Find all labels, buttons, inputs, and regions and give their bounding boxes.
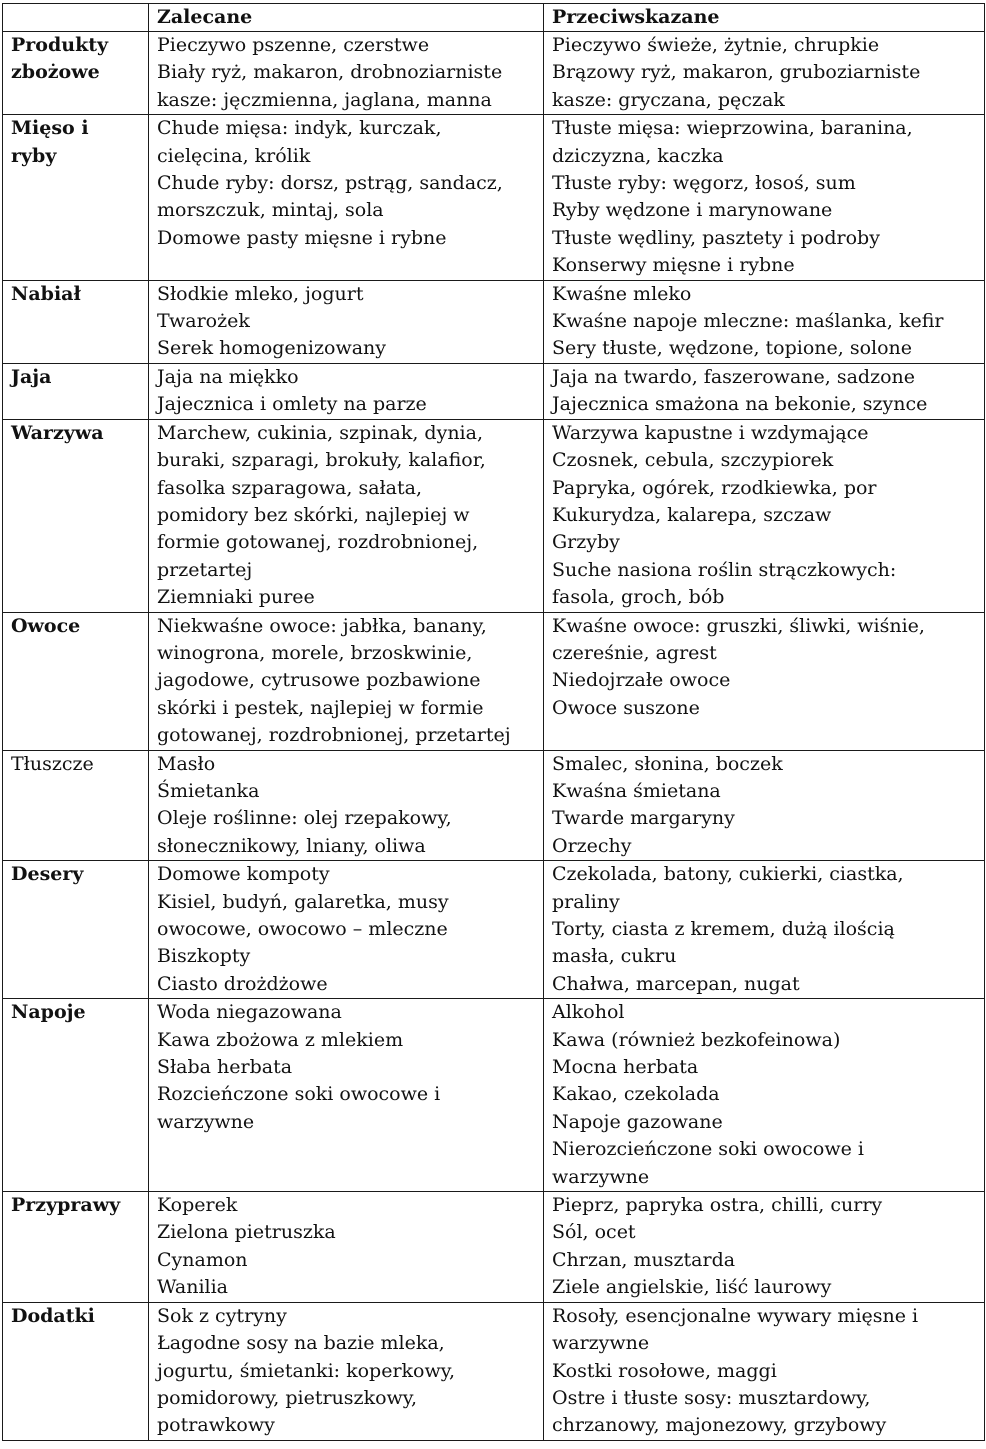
recommended-item: morszczuk, mintaj, sola	[157, 199, 384, 222]
contraindicated-item: masła, cukru	[552, 945, 677, 968]
recommended-item: Marchew, cukinia, szpinak, dynia,	[157, 421, 483, 444]
contraindicated-cell	[544, 750, 985, 861]
recommended-item: formie gotowanej, rozdrobnionej,	[157, 531, 479, 554]
contraindicated-item: Papryka, ogórek, rzodkiewka, por	[552, 476, 877, 499]
contraindicated-item: Pieczywo świeże, żytnie, chrupkie	[552, 34, 880, 56]
contraindicated-cell	[544, 861, 985, 999]
category-label: Warzywa	[11, 421, 104, 444]
recommended-item: owocowe, owocowo – mleczne	[157, 918, 448, 940]
contraindicated-item: Warzywa kapustne i wzdymające	[552, 421, 869, 444]
contraindicated-cell	[544, 1192, 985, 1303]
category-label: Jaja	[11, 365, 52, 388]
recommended-item: jagodowe, cytrusowe pozbawione	[157, 669, 481, 692]
header-recommended: Zalecane	[149, 4, 544, 32]
table-row	[3, 419, 985, 612]
recommended-item: Kisiel, budyń, galaretka, musy	[157, 890, 449, 913]
category-label: zbożowe	[11, 61, 100, 84]
header-contraindicated: Przeciwskazane	[544, 4, 985, 32]
recommended-item: Pieczywo pszenne, czerstwe	[157, 34, 430, 56]
recommended-item: fasolka szparagowa, sałata,	[157, 476, 423, 499]
table-row	[3, 999, 985, 1192]
recommended-item: Biały ryż, makaron, drobnoziarniste	[157, 61, 503, 84]
contraindicated-item: Kwaśne mleko	[552, 282, 692, 305]
recommended-item: Niekwaśne owoce: jabłka, banany,	[157, 614, 487, 637]
contraindicated-item: Sól, ocet	[552, 1221, 636, 1244]
diet-table	[2, 3, 985, 1441]
contraindicated-item: Ostre i tłuste sosy: musztardowy,	[552, 1386, 871, 1409]
contraindicated-item: Kwaśne napoje mleczne: maślanka, kefir	[552, 310, 944, 333]
category-label: Desery	[11, 863, 84, 886]
table-row	[3, 363, 985, 419]
recommended-item: Biszkopty	[157, 945, 251, 968]
table-row	[3, 280, 985, 363]
category-cell	[3, 280, 149, 363]
table-row	[3, 32, 985, 115]
recommended-item: Łagodne sosy na bazie mleka,	[157, 1332, 445, 1355]
contraindicated-item: Grzyby	[552, 531, 620, 554]
recommended-item: Jajecznica i omlety na parze	[157, 393, 427, 416]
contraindicated-item: Smalec, słonina, boczek	[552, 752, 783, 775]
recommended-item: słonecznikowy, lniany, oliwa	[157, 834, 426, 857]
category-cell	[3, 999, 149, 1192]
category-cell	[3, 750, 149, 861]
category-label: Owoce	[11, 614, 81, 637]
recommended-item: jogurtu, śmietanki: koperkowy,	[157, 1359, 455, 1382]
contraindicated-item: praliny	[552, 890, 620, 913]
table-row	[3, 1302, 985, 1440]
category-label: Mięso i	[11, 117, 89, 140]
contraindicated-item: Konserwy mięsne i rybne	[552, 254, 795, 277]
contraindicated-item: Kwaśna śmietana	[552, 779, 721, 802]
recommended-item: Chude ryby: dorsz, pstrąg, sandacz,	[157, 172, 503, 195]
table-body	[3, 32, 985, 1441]
contraindicated-item: Brązowy ryż, makaron, gruboziarniste	[552, 61, 921, 84]
recommended-item: Rozcieńczone soki owocowe i	[157, 1083, 441, 1106]
category-label: Nabiał	[11, 282, 81, 305]
contraindicated-item: Ziele angielskie, liść laurowy	[552, 1276, 832, 1299]
recommended-item: Śmietanka	[157, 779, 260, 802]
contraindicated-item: chrzanowy, majonezowy, grzybowy	[552, 1414, 887, 1437]
recommended-cell	[149, 750, 544, 861]
recommended-item: Jaja na miękko	[157, 365, 299, 388]
contraindicated-item: Chrzan, musztarda	[552, 1248, 736, 1271]
contraindicated-item: Kwaśne owoce: gruszki, śliwki, wiśnie,	[552, 614, 925, 637]
contraindicated-item: Alkohol	[552, 1001, 625, 1024]
recommended-item: Sok z cytryny	[157, 1304, 287, 1327]
contraindicated-item: kasze: gryczana, pęczak	[552, 88, 785, 111]
category-cell	[3, 115, 149, 280]
header-row	[3, 4, 985, 32]
contraindicated-item: Jajecznica smażona na bekonie, szynce	[552, 393, 928, 416]
contraindicated-item: Torty, ciasta z kremem, dużą ilością	[552, 918, 895, 940]
recommended-cell	[149, 861, 544, 999]
contraindicated-item: Niedojrzałe owoce	[552, 669, 731, 692]
contraindicated-cell	[544, 999, 985, 1192]
recommended-item: Serek homogenizowany	[157, 337, 387, 360]
recommended-item: Kawa zbożowa z mlekiem	[157, 1028, 404, 1051]
category-cell	[3, 32, 149, 115]
contraindicated-item: Czekolada, batony, cukierki, ciastka,	[552, 863, 904, 886]
category-label: Tłuszcze	[11, 752, 94, 775]
category-cell	[3, 363, 149, 419]
contraindicated-item: Suche nasiona roślin strączkowych:	[552, 558, 897, 581]
recommended-item: pomidorowy, pietruszkowy,	[157, 1386, 418, 1409]
contraindicated-item: Jaja na twardo, faszerowane, sadzone	[552, 365, 916, 388]
contraindicated-item: fasola, groch, bób	[552, 586, 725, 609]
recommended-cell	[149, 32, 544, 115]
contraindicated-item: Tłuste wędliny, pasztety i podroby	[552, 226, 880, 249]
recommended-item: przetartej	[157, 558, 253, 581]
contraindicated-item: Rosoły, esencjonalne wywary mięsne i	[552, 1304, 919, 1327]
contraindicated-item: Kakao, czekolada	[552, 1083, 720, 1106]
category-label: Napoje	[11, 1001, 86, 1024]
contraindicated-item: Nierozcieńczone soki owocowe i	[552, 1138, 864, 1161]
contraindicated-item: Orzechy	[552, 834, 632, 857]
recommended-cell	[149, 280, 544, 363]
contraindicated-item: Kawa (również bezkofeinowa)	[552, 1028, 841, 1051]
recommended-item: pomidory bez skórki, najlepiej w	[157, 503, 470, 526]
category-cell	[3, 1192, 149, 1303]
contraindicated-cell	[544, 1302, 985, 1440]
recommended-item: Ciasto drożdżowe	[157, 972, 328, 995]
recommended-item: Twarożek	[157, 310, 250, 333]
contraindicated-cell	[544, 419, 985, 612]
category-label: Dodatki	[11, 1304, 95, 1327]
contraindicated-item: Tłuste ryby: węgorz, łosoś, sum	[552, 172, 856, 195]
table-row	[3, 1192, 985, 1303]
recommended-item: skórki i pestek, najlepiej w formie	[157, 696, 484, 719]
recommended-item: Oleje roślinne: olej rzepakowy,	[157, 807, 452, 830]
table-row	[3, 115, 985, 280]
category-label: Produkty	[11, 34, 109, 56]
contraindicated-item: warzywne	[552, 1332, 650, 1355]
recommended-item: Wanilia	[157, 1276, 228, 1299]
recommended-cell	[149, 999, 544, 1192]
recommended-item: Słodkie mleko, jogurt	[157, 282, 364, 305]
recommended-item: Masło	[157, 752, 216, 775]
contraindicated-item: Tłuste mięsa: wieprzowina, baranina,	[552, 117, 913, 140]
category-cell	[3, 612, 149, 750]
contraindicated-item: Chałwa, marcepan, nugat	[552, 972, 800, 995]
recommended-cell	[149, 363, 544, 419]
recommended-item: warzywne	[157, 1110, 255, 1133]
category-cell	[3, 419, 149, 612]
contraindicated-item: Mocna herbata	[552, 1056, 699, 1079]
recommended-cell	[149, 419, 544, 612]
recommended-item: winogrona, morele, brzoskwinie,	[157, 641, 473, 664]
recommended-item: cielęcina, królik	[157, 144, 311, 167]
recommended-item: Cynamon	[157, 1248, 248, 1271]
recommended-cell	[149, 115, 544, 280]
contraindicated-item: Kostki rosołowe, maggi	[552, 1359, 777, 1382]
recommended-item: Domowe pasty mięsne i rybne	[157, 226, 447, 249]
recommended-item: Słaba herbata	[157, 1056, 293, 1079]
recommended-item: Koperek	[157, 1194, 238, 1217]
contraindicated-item: Kukurydza, kalarepa, szczaw	[552, 503, 832, 526]
table-row	[3, 750, 985, 861]
recommended-item: Domowe kompoty	[157, 863, 330, 886]
recommended-item: potrawkowy	[157, 1414, 275, 1437]
category-label: ryby	[11, 144, 57, 167]
contraindicated-item: Sery tłuste, wędzone, topione, solone	[552, 337, 913, 360]
contraindicated-cell	[544, 280, 985, 363]
recommended-item: Zielona pietruszka	[157, 1221, 336, 1244]
recommended-item: Woda niegazowana	[157, 1001, 342, 1024]
category-cell	[3, 1302, 149, 1440]
recommended-item: buraki, szparagi, brokuły, kalafior,	[157, 449, 486, 472]
contraindicated-item: dziczyzna, kaczka	[552, 144, 724, 167]
contraindicated-item: Pieprz, papryka ostra, chilli, curry	[552, 1194, 883, 1217]
category-label: Przyprawy	[11, 1194, 121, 1217]
recommended-item: Ziemniaki puree	[157, 586, 315, 609]
contraindicated-item: czereśnie, agrest	[552, 641, 717, 664]
recommended-item: Chude mięsa: indyk, kurczak,	[157, 117, 442, 140]
contraindicated-item: Ryby wędzone i marynowane	[552, 199, 833, 222]
category-cell	[3, 861, 149, 999]
header-category	[3, 4, 149, 32]
contraindicated-item: Owoce suszone	[552, 696, 700, 719]
contraindicated-item: Twarde margaryny	[552, 807, 735, 830]
contraindicated-item: warzywne	[552, 1165, 650, 1188]
recommended-item: kasze: jęczmienna, jaglana, manna	[157, 88, 492, 111]
recommended-cell	[149, 1302, 544, 1440]
contraindicated-item: Czosnek, cebula, szczypiorek	[552, 449, 834, 472]
table-row	[3, 861, 985, 999]
contraindicated-cell	[544, 363, 985, 419]
recommended-item: gotowanej, rozdrobnionej, przetartej	[157, 724, 511, 747]
contraindicated-cell	[544, 115, 985, 280]
contraindicated-cell	[544, 612, 985, 750]
recommended-cell	[149, 1192, 544, 1303]
recommended-cell	[149, 612, 544, 750]
contraindicated-cell	[544, 32, 985, 115]
contraindicated-item: Napoje gazowane	[552, 1110, 723, 1133]
table-row	[3, 612, 985, 750]
